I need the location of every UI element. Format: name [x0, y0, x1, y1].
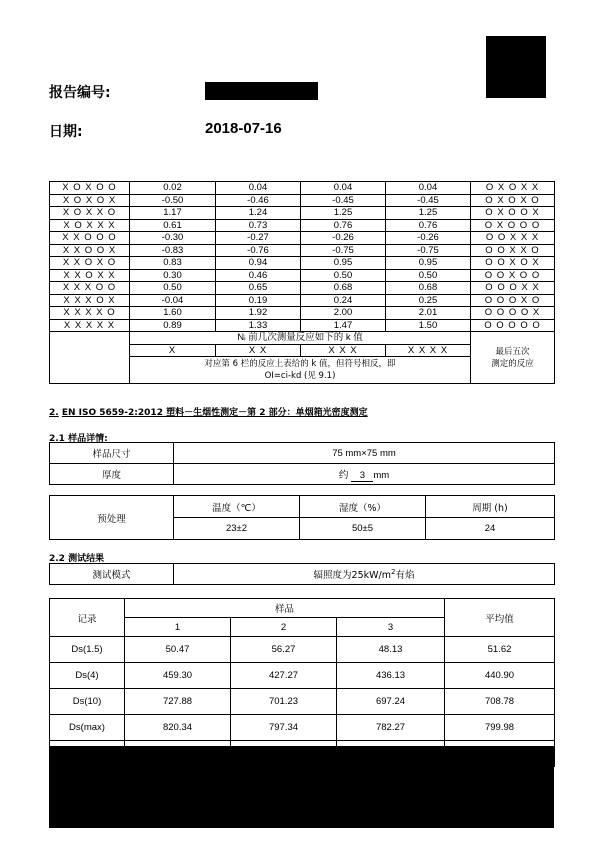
- k-value-cell: 0.76: [301, 219, 386, 232]
- sample-header: 样品: [125, 599, 445, 618]
- sample-number: 3: [337, 618, 445, 637]
- result-record-name: Ds(1.5): [50, 637, 125, 663]
- last-five-line1: 最后五次: [495, 346, 530, 357]
- k-reverse-sequence-cell: O X O O X: [471, 207, 555, 220]
- sample-size-label: 样品尺寸: [50, 443, 174, 464]
- sample-number: 1: [125, 618, 231, 637]
- precondition-table: [49, 495, 555, 540]
- k-value-cell: 1.33: [216, 319, 301, 332]
- k-table-row: [50, 269, 555, 282]
- result-sample-value: 727.88: [125, 689, 231, 715]
- test-mode-sup: 2: [390, 567, 396, 576]
- k-value-cell: 0.04: [301, 182, 386, 195]
- test-results-heading: 2.2 测试结果: [49, 554, 105, 564]
- result-record-name: Ds(max): [50, 715, 125, 741]
- results-row: [50, 741, 555, 767]
- k-sequence-cell: X O X X X: [50, 219, 130, 232]
- k-table-row: [50, 182, 555, 195]
- test-mode-prefix: 辐照度为25kW/m: [313, 570, 391, 581]
- sample-details-table: [49, 442, 555, 485]
- k-value-cell: 0.83: [130, 257, 216, 270]
- k-value-cell: 0.68: [386, 282, 471, 295]
- result-sample-value: 436.13: [337, 663, 445, 689]
- k-value-cell: -0.27: [216, 232, 301, 245]
- k-value-cell: 1.25: [301, 207, 386, 220]
- k-value-cell: 0.04: [386, 182, 471, 195]
- k-table-row: [50, 194, 555, 207]
- result-sample-value: 427.27: [231, 663, 337, 689]
- k-table-row: [50, 244, 555, 257]
- k-reverse-sequence-cell: O X O X O: [471, 194, 555, 207]
- result-sample-value: 797.34: [231, 715, 337, 741]
- temperature-value: 23±2: [174, 518, 300, 540]
- k-sequence-cell: X X O O O: [50, 232, 130, 245]
- thickness-label: 厚度: [50, 464, 174, 485]
- k-footer-col: X: [130, 344, 216, 357]
- k-value-cell: 2.00: [301, 307, 386, 320]
- k-value-cell: 0.95: [301, 257, 386, 270]
- k-footer-col: X X X X: [386, 344, 471, 357]
- period-header: 周期 (h): [426, 496, 555, 518]
- k-value-cell: -0.45: [301, 194, 386, 207]
- k-value-cell: 0.24: [301, 294, 386, 307]
- k-value-cell: 0.02: [130, 182, 216, 195]
- k-footer-note: [130, 357, 471, 384]
- redacted-report-number: [205, 82, 318, 100]
- k-value-cell: -0.46: [216, 194, 301, 207]
- k-footer-note-line1: 对应第 6 栏的反应上表给的 k 值，但符号相反，即: [204, 359, 396, 369]
- k-sequence-cell: X O X O X: [50, 194, 130, 207]
- k-value-cell: 1.25: [386, 207, 471, 220]
- k-value-cell: -0.26: [301, 232, 386, 245]
- result-sample-value: 56.27: [231, 637, 337, 663]
- k-sequence-cell: X X O X X: [50, 269, 130, 282]
- k-value-cell: 1.50: [386, 319, 471, 332]
- results-row: [50, 663, 555, 689]
- record-header: 记录: [50, 599, 125, 637]
- last-five-cell: [471, 332, 555, 384]
- result-sample-value: 459.30: [125, 663, 231, 689]
- k-footer-col: X X X: [301, 344, 386, 357]
- k-reverse-sequence-cell: O O O O X: [471, 307, 555, 320]
- thickness-prefix: 约: [338, 469, 349, 481]
- sample-size-value: 75 mm×75 mm: [174, 443, 555, 464]
- k-value-cell: 0.46: [216, 269, 301, 282]
- k-table-row: [50, 307, 555, 320]
- k-reverse-sequence-cell: O O X X O: [471, 244, 555, 257]
- k-value-cell: -0.04: [130, 294, 216, 307]
- temperature-header: 温度（℃）: [174, 496, 300, 518]
- result-record-name: Ds(4): [50, 663, 125, 689]
- k-footer-caption: Nᵢ 前几次测量反应如下的 k 值: [130, 332, 471, 345]
- result-sample-value: 48.13: [337, 637, 445, 663]
- k-value-cell: -0.76: [216, 244, 301, 257]
- k-reverse-sequence-cell: O X O O O: [471, 219, 555, 232]
- average-header: 平均值: [445, 599, 555, 637]
- k-table-row: [50, 207, 555, 220]
- k-value-cell: 0.50: [386, 269, 471, 282]
- k-table-row: [50, 282, 555, 295]
- k-value-cell: 1.47: [301, 319, 386, 332]
- result-sample-value: 397.23: [337, 741, 445, 767]
- k-table-row: [50, 257, 555, 270]
- result-average-value: 799.98: [445, 715, 555, 741]
- k-value-cell: 0.19: [216, 294, 301, 307]
- k-value-cell: -0.83: [130, 244, 216, 257]
- thickness-cell: [174, 464, 555, 485]
- result-sample-value: 782.27: [337, 715, 445, 741]
- humidity-header: 湿度（%）: [300, 496, 426, 518]
- k-value-cell: 2.01: [386, 307, 471, 320]
- date-value: 2018-07-16: [205, 120, 282, 137]
- k-value-table: [49, 181, 555, 384]
- k-value-cell: 0.04: [216, 182, 301, 195]
- result-average-value: 51.62: [445, 637, 555, 663]
- k-sequence-cell: X X X X X: [50, 319, 130, 332]
- k-sequence-cell: X X X O O: [50, 282, 130, 295]
- k-value-cell: 0.50: [301, 269, 386, 282]
- k-reverse-sequence-cell: O O O O O: [471, 319, 555, 332]
- k-sequence-cell: X X O O X: [50, 244, 130, 257]
- period-value: 24: [426, 518, 555, 540]
- k-value-cell: -0.30: [130, 232, 216, 245]
- result-sample-value: 697.24: [337, 689, 445, 715]
- k-value-cell: 1.24: [216, 207, 301, 220]
- last-five-line2: 测定的反应: [491, 358, 534, 369]
- section-2-title: [49, 405, 368, 418]
- k-value-cell: 0.25: [386, 294, 471, 307]
- redacted-logo: [486, 36, 546, 98]
- k-value-cell: 1.60: [130, 307, 216, 320]
- k-table-row: [50, 294, 555, 307]
- k-sequence-cell: X X X X O: [50, 307, 130, 320]
- k-value-cell: 1.17: [130, 207, 216, 220]
- k-value-cell: 0.94: [216, 257, 301, 270]
- result-average-value: 708.78: [445, 689, 555, 715]
- result-sample-value: 50.47: [125, 637, 231, 663]
- k-footer-empty: [50, 332, 130, 384]
- test-mode-suffix: 有焰: [395, 570, 415, 581]
- test-mode-value: [174, 564, 555, 585]
- k-reverse-sequence-cell: O O X O O: [471, 269, 555, 282]
- results-row: [50, 689, 555, 715]
- k-value-cell: -0.75: [301, 244, 386, 257]
- k-footer-col: X X: [216, 344, 301, 357]
- section-2-text: EN ISO 5659-2:2012 塑料－生烟性测定－第 2 部分：单烟箱光密度测定: [61, 408, 368, 418]
- k-sequence-cell: X X X O X: [50, 294, 130, 307]
- k-value-cell: 0.76: [386, 219, 471, 232]
- k-reverse-sequence-cell: O O X O X: [471, 257, 555, 270]
- k-value-cell: 0.73: [216, 219, 301, 232]
- k-sequence-cell: X X O X O: [50, 257, 130, 270]
- result-record-name: VOF4: [50, 741, 125, 767]
- thickness-unit: mm: [373, 469, 390, 481]
- sample-details-heading: 2.1 样品详情:: [49, 434, 108, 444]
- result-record-name: Ds(10): [50, 689, 125, 715]
- k-table-row: [50, 219, 555, 232]
- k-value-cell: -0.26: [386, 232, 471, 245]
- result-sample-value: 413.21: [125, 741, 231, 767]
- humidity-value: 50±5: [300, 518, 426, 540]
- result-sample-value: 820.34: [125, 715, 231, 741]
- test-mode-table: [49, 563, 555, 585]
- thickness-value: 3: [351, 470, 373, 482]
- k-value-cell: 0.65: [216, 282, 301, 295]
- precondition-label: 预处理: [50, 496, 174, 540]
- k-reverse-sequence-cell: O X O X X: [471, 182, 555, 195]
- k-value-cell: 1.92: [216, 307, 301, 320]
- k-value-cell: 0.89: [130, 319, 216, 332]
- k-value-cell: 0.95: [386, 257, 471, 270]
- k-footer-note-line2: OI=ci-kd (见 9.1): [264, 371, 336, 381]
- k-value-cell: 0.30: [130, 269, 216, 282]
- k-value-cell: -0.75: [386, 244, 471, 257]
- results-row: [50, 637, 555, 663]
- results-table: [49, 598, 555, 767]
- result-sample-value: 701.23: [231, 689, 337, 715]
- sample-number: 2: [231, 618, 337, 637]
- result-average-value: 404.57: [445, 741, 555, 767]
- k-sequence-cell: X O X X O: [50, 207, 130, 220]
- k-table-row: [50, 319, 555, 332]
- results-row: [50, 715, 555, 741]
- report-number-label: 报告编号:: [49, 85, 111, 101]
- k-value-cell: 0.50: [130, 282, 216, 295]
- result-average-value: 440.90: [445, 663, 555, 689]
- k-reverse-sequence-cell: O O O X O: [471, 294, 555, 307]
- result-sample-value: 403.27: [231, 741, 337, 767]
- k-reverse-sequence-cell: O O O X X: [471, 282, 555, 295]
- section-2-number: 2.: [49, 408, 59, 418]
- test-mode-label: 测试模式: [50, 564, 174, 585]
- k-value-cell: 0.61: [130, 219, 216, 232]
- k-value-cell: 0.68: [301, 282, 386, 295]
- k-value-cell: -0.45: [386, 194, 471, 207]
- date-label: 日期:: [49, 124, 83, 140]
- k-value-cell: -0.50: [130, 194, 216, 207]
- k-sequence-cell: X O X O O: [50, 182, 130, 195]
- k-reverse-sequence-cell: O O X X X: [471, 232, 555, 245]
- k-table-row: [50, 232, 555, 245]
